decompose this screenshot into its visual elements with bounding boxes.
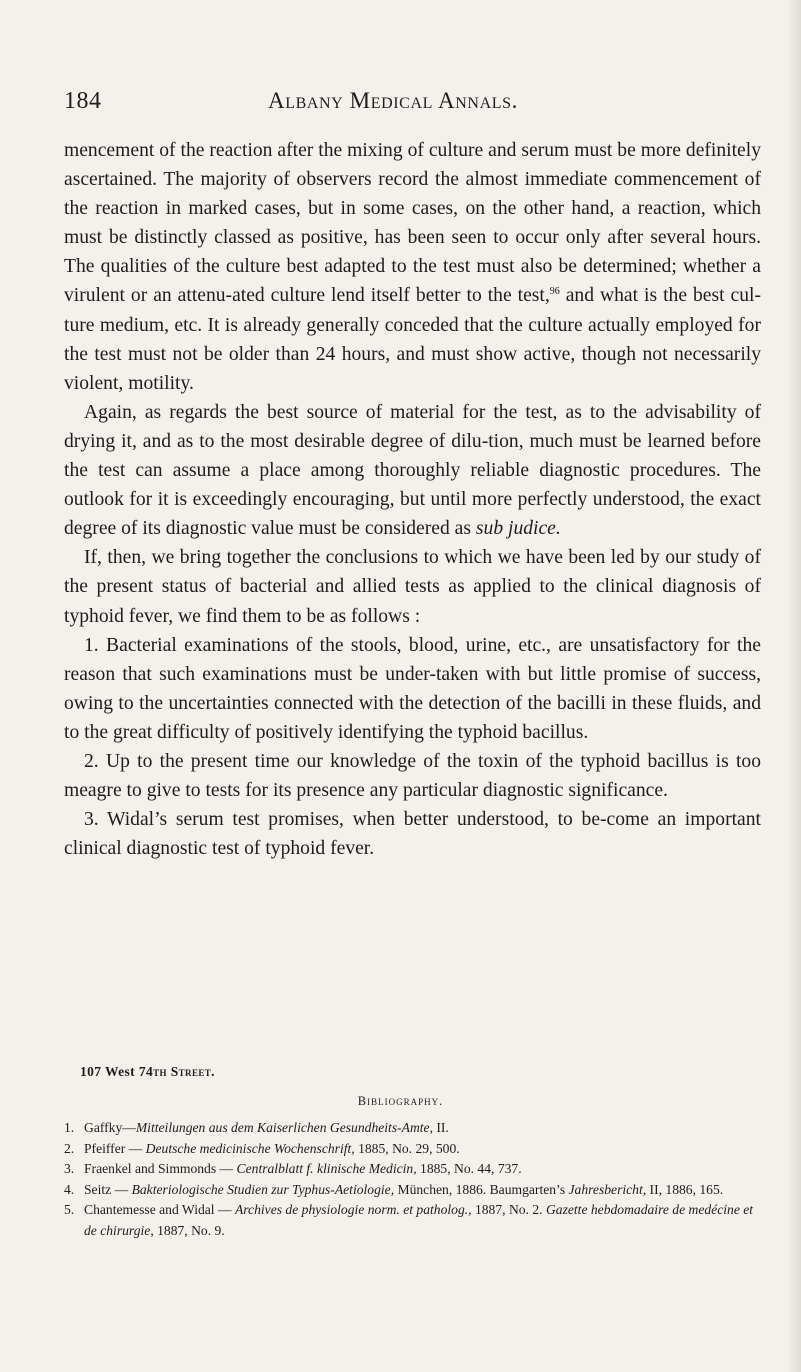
bibliography-entry xyxy=(64,1139,764,1160)
entry-number: 5. xyxy=(64,1202,75,1218)
bibliography-entry xyxy=(64,1200,764,1241)
paragraph-2-italic: sub judice. xyxy=(475,518,561,540)
conclusion-item-1: 1. Bacterial examinations of the stools, blood, urine, etc., are unsatisfactory for the reason that such examinations must be under-taken with but little promise of success, owing to the uncertainties connected with the detection of the bacilli in these fluids, and to the great difficulty of positively identifying the typhoid bacillus. xyxy=(64,634,761,743)
bibliography-entry xyxy=(64,1118,764,1139)
entry-author: Seitz — xyxy=(84,1181,132,1197)
bibliography-entry xyxy=(64,1180,764,1201)
entry-author: Pfeiffer — xyxy=(84,1140,146,1156)
address-street: 74th Street. xyxy=(138,1064,215,1079)
page-edge-shadow xyxy=(787,0,801,1372)
entry-title: Mitteilungen aus dem Kaiserlichen Gesundheits-Amte, xyxy=(135,1120,433,1135)
paragraph-1-text-b: and what is the best cul-ture medium, etc. It is already generally conceded that the culture actually employed for the test must not be older than 24 hours, and must show active, though not necessarily violent, motility. xyxy=(64,285,761,394)
entry-title-2: Jahresbericht, xyxy=(568,1181,647,1197)
bibliography-list xyxy=(64,1118,764,1242)
entry-title: Archives de physiologie norm. et patholog., xyxy=(234,1202,472,1218)
page-header xyxy=(64,88,764,128)
address-number: 107 West xyxy=(80,1064,136,1079)
body-text xyxy=(64,136,761,863)
entry-details-2: 1887, No. 9. xyxy=(153,1222,225,1238)
entry-details: 1887, No. 2. xyxy=(471,1202,546,1218)
entry-details-2: II, 1886, 165. xyxy=(646,1181,724,1197)
entry-details: 1885, No. 44, 737. xyxy=(416,1161,522,1177)
entry-number: 1. xyxy=(64,1120,75,1135)
page-number: 184 xyxy=(64,88,102,114)
paragraph-2-text: Again, as regards the best source of material for the test, as to the advisability of drying it, and as to the most desirable degree of dilu-tion, much must be learned before the test can assume a place among thoroughly reliable diagnostic procedures. The outlook for it is exceedingly encouraging, but until more perfectly understood, the exact degree of its diagnostic value must be considered as xyxy=(64,401,761,540)
entry-details: 1885, No. 29, 500. xyxy=(354,1140,460,1156)
entry-number: 3. xyxy=(64,1161,75,1177)
entry-details: München, 1886. Baumgarten’s xyxy=(394,1181,569,1197)
footnote-ref: 96 xyxy=(549,286,560,298)
bibliography-title: Bibliography. xyxy=(357,1094,444,1108)
entry-number: 2. xyxy=(64,1140,75,1156)
paragraph-1 xyxy=(64,136,761,398)
entry-title: Centralblatt f. klinische Medicin, xyxy=(236,1161,417,1177)
paragraph-1-text-a: mencement of the reaction after the mixing of culture and serum must be more definitely ascertained. The majority of observers record the almost immediate commencement of the reaction in marked cases, but in some cases, on the other hand, a reaction, which must be distinctly classed as positive, has been seen to occur only after several hours. The qualities of the culture best adapted to the test must also be determined; whether a virulent or an attenu-ated culture lend itself better to the test, xyxy=(64,140,761,307)
entry-title: Bakteriologische Studien zur Typhus-Aetiologie, xyxy=(131,1181,395,1197)
entry-author: Gaffky— xyxy=(84,1120,136,1135)
paragraph-3: If, then, we bring together the conclusions to which we have been led by our study of the present status of bacterial and allied tests as applied to the clinical diagnosis of typhoid fever, we find them to be as follows : xyxy=(64,547,761,627)
entry-number: 4. xyxy=(64,1181,75,1197)
entry-author: Chantemesse and Widal — xyxy=(84,1202,235,1218)
conclusion-item-2: 2. Up to the present time our knowledge of the toxin of the typhoid bacillus is too meagre to give to tests for its presence any particular diagnostic significance. xyxy=(64,750,761,802)
entry-details: II. xyxy=(432,1120,449,1135)
conclusion-item-3: 3. Widal’s serum test promises, when better understood, to be-come an important clinical diagnostic test of typhoid fever. xyxy=(64,809,761,860)
author-address xyxy=(80,1064,215,1080)
entry-title: Deutsche medicinische Wochenschrift, xyxy=(145,1140,355,1156)
bibliography-entry xyxy=(64,1159,764,1180)
entry-author: Fraenkel and Simmonds — xyxy=(84,1161,237,1177)
entry-title-2: Gazette hebdomadaire de medécine et de chirurgie, xyxy=(84,1202,754,1238)
paragraph-2 xyxy=(64,398,761,543)
running-head: Albany Medical Annals. xyxy=(268,88,518,113)
